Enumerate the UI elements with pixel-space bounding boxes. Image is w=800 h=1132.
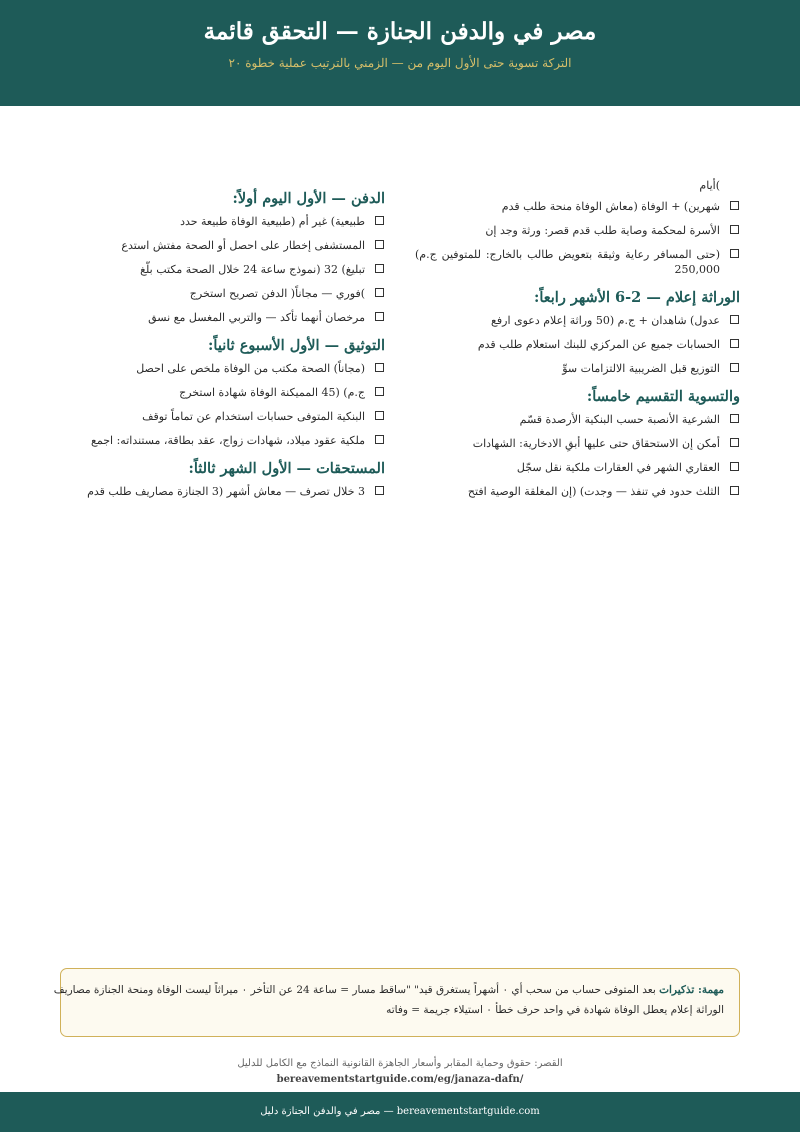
checkbox[interactable] (730, 462, 739, 471)
checkbox[interactable] (375, 264, 384, 273)
checklist-item[interactable]: ج.م) (45 المميكنة الوفاة شهادة استخرج (60, 385, 385, 400)
checklist-item[interactable]: )فوري — مجاناً( الدفن تصريح استخرج (60, 286, 385, 301)
checkbox[interactable] (730, 249, 739, 258)
checkbox[interactable] (730, 438, 739, 447)
checklist-item[interactable]: 3 خلال تصرف — معاش أشهر (3 الجنازة مصاريف طلب قدم (60, 484, 385, 499)
footnote-text: القصر: حقوق وحماية المقابر وأسعار الجاهزة القانونية النماذج مع الكامل للدليل (237, 1058, 563, 1069)
page-subtitle: التركة تسوية حتى الأول اليوم من — الزمني بالترتيب عملية خطوة ٢٠ (228, 56, 572, 70)
checklist-item[interactable]: مرخصان أنهما تأكد — والتربي المغسل مع نسق (60, 310, 385, 325)
checklist-item[interactable]: الحسابات جميع عن المركزي للبنك استعلام طلب قدم (415, 337, 740, 352)
checklist-item[interactable]: تبليغ) 32 (نموذج ساعة 24 خلال الصحة مكتب بلّغ (60, 262, 385, 277)
reminders-label: مهمة: تذكيرات (659, 984, 724, 996)
section-items (60, 484, 385, 499)
checklist-item[interactable]: الشرعية الأنصبة حسب البنكية الأرصدة قسّم (415, 412, 740, 427)
checkbox[interactable] (730, 225, 739, 234)
checklist-item[interactable]: التوزيع قبل الضريبية الالتزامات سوِّ (415, 361, 740, 376)
footer-text: bereavementstartguide.com — مصر في والدفن الجنازة دليل (260, 1106, 540, 1117)
lead-items-list (415, 199, 740, 277)
continuation-text: )أيام (699, 179, 720, 192)
checklist-columns (60, 178, 740, 578)
checklist-item[interactable]: (حتى المسافر رعاية وثيقة بتعويض طالب بالخارج: للمتوفين ج.م) 250,000 (415, 247, 740, 277)
checklist-item[interactable]: عدول) شاهدان + ج.م (50 وراثة إعلام دعوى ارفع (415, 313, 740, 328)
checkbox[interactable] (375, 288, 384, 297)
section-items (60, 214, 385, 325)
checkbox[interactable] (730, 414, 739, 423)
section-title-documentation: التوثيق — الأول الأسبوع ثانياً: (208, 337, 385, 354)
section-title-entitlements: المستحقات — الأول الشهر ثالثاً: (188, 460, 385, 477)
checkbox[interactable] (375, 435, 384, 444)
page-footer (0, 1092, 800, 1132)
checkbox[interactable] (730, 363, 739, 372)
checkbox[interactable] (375, 486, 384, 495)
checkbox[interactable] (730, 339, 739, 348)
checkbox[interactable] (375, 240, 384, 249)
checklist-item[interactable]: الأسرة لمحكمة وصاية طلب قدم قصر: ورثة وجد إن (415, 223, 740, 238)
reminders-line-1: مهمة: تذكيرات بعد المتوفى حساب من سحب أي ٠ أشهراً يستغرق قيد" "ساقط مسار = ساعة 24 عن التأخر ٠ ميراثاً ليست الوفاة ومنحة الجنازة مصاريف (53, 984, 724, 996)
footnote (0, 1056, 800, 1088)
left-column (60, 186, 385, 508)
checkbox[interactable] (375, 411, 384, 420)
checkbox[interactable] (730, 315, 739, 324)
reminders-line-2: الوراثة إعلام يعطل الوفاة شهادة في واحد حرف خطأ ٠ استيلاء جريمة = وفاته (386, 1004, 724, 1016)
page-header (0, 0, 800, 106)
checkbox[interactable] (730, 486, 739, 495)
checklist-item[interactable]: شهرين) + الوفاة (معاش الوفاة منحة طلب قدم (415, 199, 740, 214)
checkbox[interactable] (375, 216, 384, 225)
page-title: مصر في والدفن الجنازة — التحقق قائمة (203, 18, 597, 45)
checklist-item[interactable]: البنكية المتوفى حسابات استخدام عن تماماً توقف (60, 409, 385, 424)
section-items (415, 313, 740, 376)
reminders-box (53, 968, 740, 1037)
footnote-link[interactable]: bereavementstartguide.com/eg/janaza-dafn/ (276, 1074, 524, 1085)
checklist-item[interactable]: المستشفى إخطار على احصل أو الصحة مفتش استدع (60, 238, 385, 253)
checklist-item[interactable]: ملكية عقود ميلاد، شهادات زواج، عقد بطاقة، مستنداته: اجمع (60, 433, 385, 448)
checklist-item[interactable]: الثلث حدود في تنفذ — وجدت) (إن المغلقة الوصية افتح (415, 484, 740, 499)
checkbox[interactable] (375, 363, 384, 372)
section-items (60, 361, 385, 448)
section-title-inheritance: الوراثة إعلام — 2-6 الأشهر رابعاً: (533, 289, 740, 306)
right-column (415, 178, 740, 508)
checkbox[interactable] (375, 387, 384, 396)
section-items (415, 412, 740, 499)
section-title-settlement: والتسوية التقسيم خامساً: (586, 388, 740, 405)
checkbox[interactable] (375, 312, 384, 321)
checklist-item[interactable]: أمكن إن الاستحقاق حتى عليها أبقِ الادخارية: الشهادات (415, 436, 740, 451)
checklist-item[interactable]: (مجاناً) الصحة مكتب من الوفاة ملخص على احصل (60, 361, 385, 376)
checklist-item[interactable]: العقاري الشهر في العقارات ملكية نقل سجّل (415, 460, 740, 475)
checkbox[interactable] (730, 201, 739, 210)
checklist-item[interactable]: طبيعية) غير أم (طبيعية الوفاة طبيعة حدد (60, 214, 385, 229)
section-title-burial: الدفن — الأول اليوم أولاً: (232, 190, 385, 207)
